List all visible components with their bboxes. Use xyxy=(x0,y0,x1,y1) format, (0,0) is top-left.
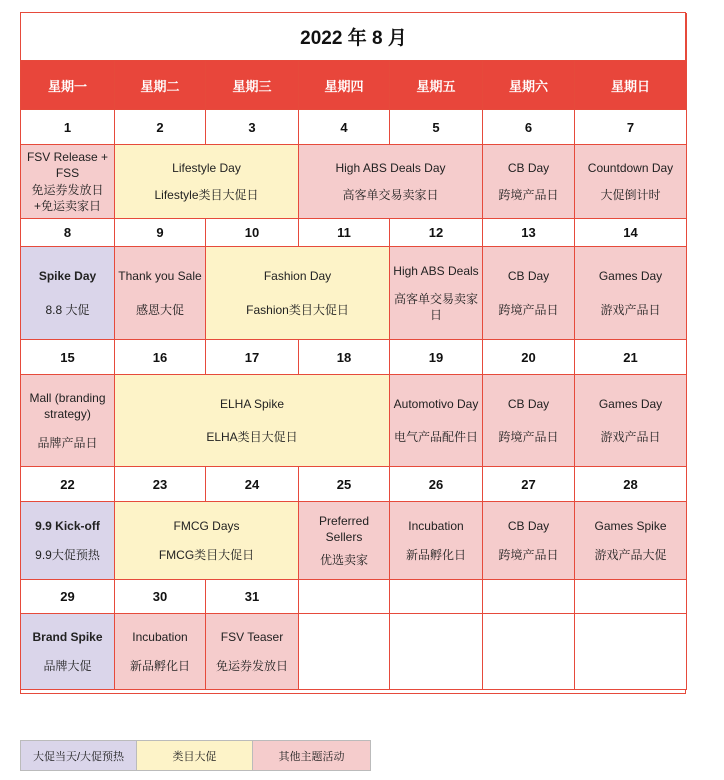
day-number: 13 xyxy=(483,219,575,247)
event-subtitle: 新品孵化日 xyxy=(405,548,466,562)
event-cell xyxy=(575,502,687,580)
day-number: 3 xyxy=(206,110,299,145)
event-title: CB Day xyxy=(507,519,550,533)
day-number: 24 xyxy=(206,467,299,502)
event-cell xyxy=(21,502,115,580)
event-subtitle: 优选卖家 xyxy=(319,553,368,568)
event-title: Games Day xyxy=(598,396,663,411)
event-subtitle: 高客单交易卖家日 xyxy=(342,188,439,203)
event-subtitle: 电气产品配件日 xyxy=(393,430,478,445)
event-title: Games Spike xyxy=(594,519,667,533)
legend xyxy=(20,740,371,771)
event-cell xyxy=(115,502,299,580)
empty-cell xyxy=(299,614,390,690)
event-cell xyxy=(21,145,115,219)
event-title: Fashion Day xyxy=(263,269,332,283)
day-number xyxy=(483,580,575,614)
event-subtitle: Fashion类目大促日 xyxy=(246,303,349,317)
event-subtitle: 游戏产品日 xyxy=(600,430,661,445)
weekday-header-fri: 星期五 xyxy=(390,61,483,110)
empty-cell xyxy=(483,614,575,690)
event-cell xyxy=(483,145,575,219)
event-cell xyxy=(483,375,575,467)
day-number: 19 xyxy=(390,340,483,375)
event-subtitle: 免运券发放日+免运卖家日 xyxy=(31,183,104,213)
weekday-header-sun: 星期日 xyxy=(575,61,687,110)
day-number: 12 xyxy=(390,219,483,247)
calendar-title: 2022 年 8 月 xyxy=(21,13,687,61)
event-cell xyxy=(115,375,390,467)
weekday-header-tue: 星期二 xyxy=(115,61,206,110)
day-number: 15 xyxy=(21,340,115,375)
day-number: 23 xyxy=(115,467,206,502)
event-title: Preferred Sellers xyxy=(318,513,370,544)
day-number: 29 xyxy=(21,580,115,614)
event-subtitle: 免运券发放日 xyxy=(215,658,288,673)
event-cell xyxy=(206,247,390,340)
event-subtitle: ELHA类目大促日 xyxy=(206,430,298,445)
event-cell xyxy=(483,247,575,340)
event-subtitle: 跨境产品日 xyxy=(498,188,559,203)
legend-item-category-promo: 类目大促 xyxy=(137,741,253,770)
empty-cell xyxy=(575,614,687,690)
day-number xyxy=(390,580,483,614)
event-subtitle: Lifestyle类目大促日 xyxy=(154,188,259,203)
event-title: Mall (branding strategy) xyxy=(29,391,106,422)
event-title: Thank you Sale xyxy=(118,269,202,283)
event-title: Brand Spike xyxy=(32,630,103,645)
event-cell xyxy=(21,614,115,690)
event-cell xyxy=(115,145,299,219)
event-subtitle: 9.9大促预热 xyxy=(35,548,100,562)
event-cell xyxy=(299,145,483,219)
event-cell xyxy=(390,247,483,340)
event-subtitle: 大促倒计时 xyxy=(600,188,661,203)
day-number xyxy=(575,580,687,614)
day-number: 1 xyxy=(21,110,115,145)
event-subtitle: 品牌大促 xyxy=(43,658,92,673)
day-number: 30 xyxy=(115,580,206,614)
event-title: CB Day xyxy=(507,269,550,283)
event-title: Automotivo Day xyxy=(393,396,479,411)
event-cell xyxy=(483,502,575,580)
event-subtitle: 游戏产品日 xyxy=(600,303,661,317)
event-title: 9.9 Kick-off xyxy=(35,519,100,533)
event-cell xyxy=(115,614,206,690)
event-subtitle: 跨境产品日 xyxy=(498,548,559,562)
event-cell xyxy=(206,614,299,690)
day-number: 16 xyxy=(115,340,206,375)
event-subtitle: 8.8 大促 xyxy=(45,303,90,317)
day-number: 28 xyxy=(575,467,687,502)
day-number: 10 xyxy=(206,219,299,247)
event-subtitle: FMCG类目大促日 xyxy=(158,548,255,562)
event-cell xyxy=(575,247,687,340)
event-title: High ABS Deals Day xyxy=(335,160,446,175)
calendar-grid xyxy=(20,12,686,694)
day-number: 2 xyxy=(115,110,206,145)
day-number: 5 xyxy=(390,110,483,145)
event-subtitle: 游戏产品大促 xyxy=(594,548,667,562)
day-number: 22 xyxy=(21,467,115,502)
day-number: 6 xyxy=(483,110,575,145)
event-title: Lifestyle Day xyxy=(172,160,241,175)
event-cell xyxy=(575,145,687,219)
day-number: 26 xyxy=(390,467,483,502)
event-cell xyxy=(115,247,206,340)
weekday-header-mon: 星期一 xyxy=(21,61,115,110)
event-title: FSV Teaser xyxy=(220,630,284,645)
day-number: 11 xyxy=(299,219,390,247)
event-title: Games Day xyxy=(598,269,663,283)
event-subtitle: 新品孵化日 xyxy=(129,658,190,673)
empty-cell xyxy=(390,614,483,690)
weekday-header-wed: 星期三 xyxy=(206,61,299,110)
event-title: Countdown Day xyxy=(587,160,674,175)
day-number: 20 xyxy=(483,340,575,375)
day-number: 4 xyxy=(299,110,390,145)
day-number: 31 xyxy=(206,580,299,614)
day-number: 18 xyxy=(299,340,390,375)
event-title: CB Day xyxy=(507,160,550,175)
event-subtitle: 跨境产品日 xyxy=(498,303,559,317)
day-number: 14 xyxy=(575,219,687,247)
event-title: ELHA Spike xyxy=(219,396,285,411)
event-subtitle: 感恩大促 xyxy=(135,303,184,317)
event-title: High ABS Deals xyxy=(393,263,479,278)
event-subtitle: 品牌产品日 xyxy=(37,435,98,450)
event-cell xyxy=(299,502,390,580)
event-subtitle: 跨境产品日 xyxy=(498,430,559,445)
event-cell xyxy=(21,375,115,467)
event-cell xyxy=(21,247,115,340)
day-number: 25 xyxy=(299,467,390,502)
event-title: Spike Day xyxy=(38,269,97,283)
event-cell xyxy=(390,375,483,467)
weekday-header-thu: 星期四 xyxy=(299,61,390,110)
event-title: FMCG Days xyxy=(173,519,240,533)
day-number: 21 xyxy=(575,340,687,375)
day-number xyxy=(299,580,390,614)
day-number: 17 xyxy=(206,340,299,375)
event-title: FSV Release + FSS xyxy=(26,150,109,180)
event-title: Incubation xyxy=(132,630,188,645)
day-number: 8 xyxy=(21,219,115,247)
event-title: Incubation xyxy=(408,519,464,533)
day-number: 27 xyxy=(483,467,575,502)
event-title: CB Day xyxy=(507,396,550,411)
weekday-header-sat: 星期六 xyxy=(483,61,575,110)
legend-item-other-theme: 其他主题活动 xyxy=(253,741,370,770)
event-subtitle: 高客单交易卖家日 xyxy=(393,292,478,323)
event-cell xyxy=(575,375,687,467)
day-number: 9 xyxy=(115,219,206,247)
legend-item-major-promo: 大促当天/大促预热 xyxy=(21,741,137,770)
event-cell xyxy=(390,502,483,580)
day-number: 7 xyxy=(575,110,687,145)
